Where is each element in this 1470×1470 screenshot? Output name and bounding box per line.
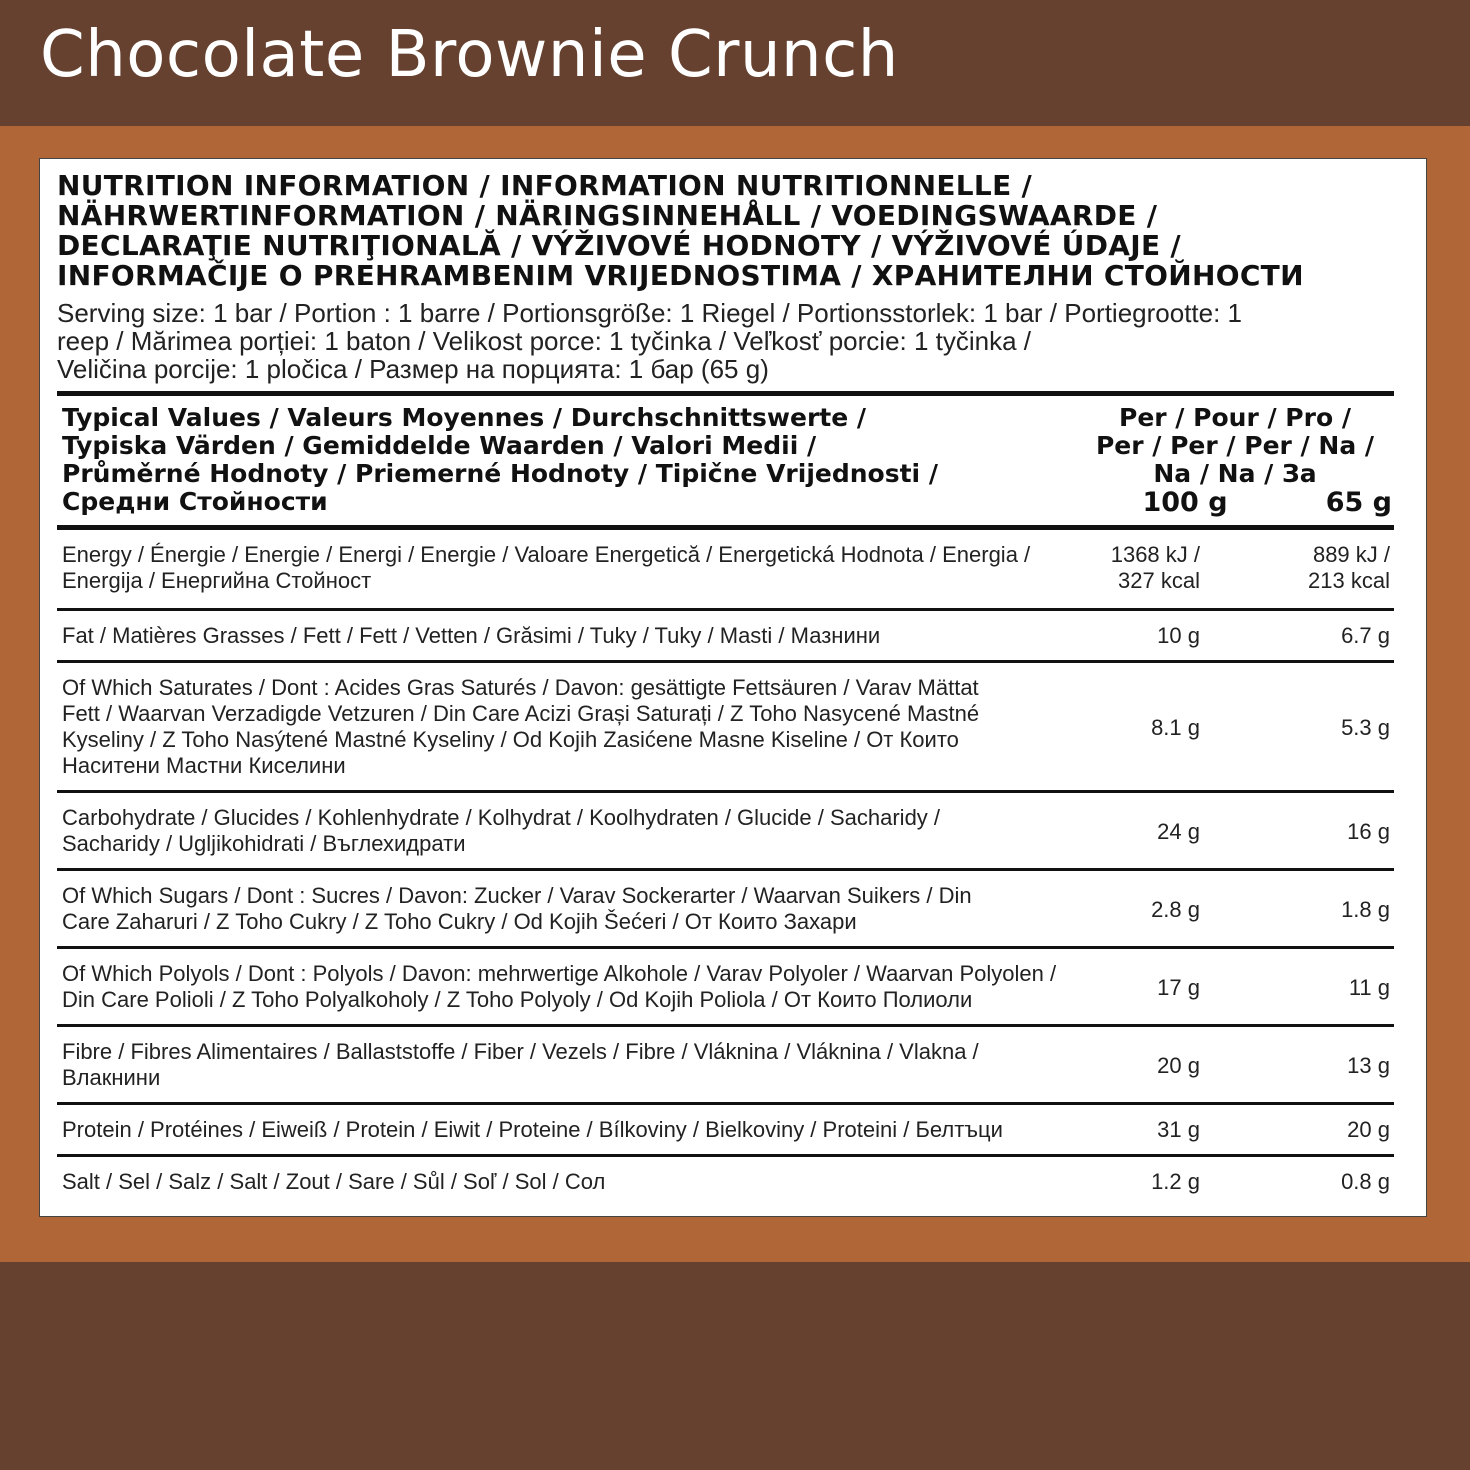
value-per-65g: [1190, 819, 1390, 845]
nutrient-name: [62, 1039, 1072, 1091]
value-per-65g: [1190, 542, 1390, 594]
nutrient-name: [62, 805, 1072, 857]
value-per-65g-line: 213 kcal: [1308, 568, 1390, 593]
table-row: [57, 663, 1394, 793]
value-per-100g: [1000, 542, 1200, 594]
table-row: [57, 1157, 1394, 1209]
nutrient-name-line: Of Which Polyols / Dont : Polyols / Davon: mehrwertige Alkohole / Varav Polyoler / Waarvan Polyolen /: [62, 961, 1057, 986]
value-per-65g-line: 20 g: [1347, 1117, 1390, 1142]
per-100g-header: 100 g: [1142, 487, 1228, 518]
product-title: Chocolate Brownie Crunch: [40, 18, 899, 92]
nutrient-name-line: Carbohydrate / Glucides / Kohlenhydrate / Kolhydrat / Koolhydraten / Glucide / Sacharidy /: [62, 805, 941, 830]
value-per-100g: [1000, 1117, 1200, 1143]
value-per-65g-line: 889 kJ /: [1312, 542, 1390, 567]
value-per-65g: [1190, 1117, 1390, 1143]
value-per-100g-line: 2.8 g: [1151, 897, 1200, 922]
table-row: [57, 530, 1394, 611]
nutrient-name-line: Of Which Saturates / Dont : Acides Gras Saturés / Davon: gesättigte Fettsäuren / Varav Mättat: [62, 675, 979, 700]
value-per-100g-line: 327 kcal: [1118, 568, 1200, 593]
heading-line: NÄHRWERTINFORMATION / NÄRINGSINNEHÅLL / VOEDINGSWAARDE /: [57, 199, 1158, 232]
value-per-65g-line: 6.7 g: [1341, 623, 1390, 648]
value-per-65g: [1190, 975, 1390, 1001]
nutrient-name-line: Kyseliny / Z Toho Nasýtené Mastné Kyseliny / Od Kojih Zasićene Masne Kiseline / От Които: [62, 727, 959, 752]
per-header-line: Per / Pour / Pro /: [1119, 403, 1351, 432]
typical-values-line: Средни Стойности: [62, 487, 328, 516]
serving-line: Serving size: 1 bar / Portion : 1 barre / Portionsgröße: 1 Riegel / Portionsstorlek: 1 bar / Portiegrootte: 1: [57, 298, 1243, 328]
nutrient-name: [62, 623, 1072, 649]
nutrient-name-line: Energy / Énergie / Energie / Energi / Energie / Valoare Energetică / Energetická Hodnota / Energia /: [62, 542, 1031, 567]
typical-values-line: Typical Values / Valeurs Moyennes / Durchschnittswerte /: [62, 403, 867, 432]
value-per-65g-line: 1.8 g: [1341, 897, 1390, 922]
table-row: [57, 611, 1394, 663]
value-per-100g: [1000, 975, 1200, 1001]
value-per-100g-line: 24 g: [1157, 819, 1200, 844]
nutrient-name: [62, 883, 1072, 935]
value-per-100g: [1000, 1053, 1200, 1079]
heading-line: INFORMAČIJE O PREHRAMBENIM VRIJEDNOSTIMA / ХРАНИТЕЛНИ СТОЙНОСТИ: [57, 259, 1304, 292]
value-per-65g-line: 13 g: [1347, 1053, 1390, 1078]
value-per-100g-line: 8.1 g: [1151, 715, 1200, 740]
value-per-100g: [1000, 623, 1200, 649]
nutrient-name-line: Of Which Sugars / Dont : Sucres / Davon: Zucker / Varav Sockerarter / Waarvan Suikers / Din: [62, 883, 972, 908]
nutrient-name-line: Наситени Мастни Киселини: [62, 753, 346, 778]
value-per-65g: [1190, 897, 1390, 923]
serving-size-text: [57, 299, 1387, 383]
table-row: [57, 949, 1394, 1027]
serving-line: reep / Mărimea porției: 1 baton / Velikost porce: 1 tyčinka / Veľkosť porcie: 1 tyčinka /: [57, 326, 1032, 356]
header-top-rule: [57, 391, 1394, 396]
typical-values-line: Typiska Värden / Gemiddelde Waarden / Valori Medii /: [62, 431, 817, 460]
value-per-65g: [1190, 1053, 1390, 1079]
per-header-line: Na / Na / За: [1153, 459, 1317, 488]
table-row: [57, 871, 1394, 949]
value-per-65g-line: 11 g: [1348, 975, 1390, 1000]
nutrient-name-line: Din Care Polioli / Z Toho Polyalkoholy / Z Toho Polyoly / Od Kojih Poliola / От Които Полиоли: [62, 987, 973, 1012]
nutrition-heading: [57, 171, 1417, 291]
nutrient-name-line: Fat / Matières Grasses / Fett / Fett / Vetten / Grăsimi / Tuky / Tuky / Masti / Мазнини: [62, 623, 881, 648]
value-per-65g: [1190, 1169, 1390, 1195]
value-per-100g-line: 20 g: [1157, 1053, 1200, 1078]
value-per-65g: [1190, 715, 1390, 741]
nutrient-name-line: Sacharidy / Ugljikohidrati / Въглехидрати: [62, 831, 466, 856]
serving-line: Veličina porcije: 1 pločica / Размер на порцията: 1 бар (65 g): [57, 354, 769, 384]
heading-line: DECLARAŢIE NUTRIŢIONALĂ / VÝŽIVOVÉ HODNOTY / VÝŽIVOVÉ ÚDAJE /: [57, 229, 1181, 262]
nutrition-panel: [39, 158, 1427, 1217]
table-row: [57, 1027, 1394, 1105]
nutrient-name-line: Care Zaharuri / Z Toho Cukry / Z Toho Cukry / Od Kojih Šećeri / От Които Захари: [62, 909, 857, 934]
nutrient-name-line: Fett / Waarvan Verzadigde Vetzuren / Din Care Acizi Grași Saturați / Z Toho Nasycené Mastné: [62, 701, 980, 726]
nutrient-name-line: Fibre / Fibres Alimentaires / Ballaststoffe / Fiber / Vezels / Fibre / Vláknina / Vláknina / Vlakna /: [62, 1039, 979, 1064]
value-per-100g-line: 10 g: [1157, 623, 1200, 648]
value-per-100g-line: 1368 kJ /: [1110, 542, 1200, 567]
value-per-100g: [1000, 1169, 1200, 1195]
nutrient-name-line: Protein / Protéines / Eiweiß / Protein / Eiwit / Proteine / Bílkoviny / Bielkoviny / Proteini / Белтъци: [62, 1117, 1003, 1142]
value-per-65g-line: 0.8 g: [1341, 1169, 1390, 1194]
per-header: [1070, 404, 1400, 488]
nutrient-name: [62, 675, 1072, 779]
value-per-100g: [1000, 715, 1200, 741]
typical-values-line: Průměrné Hodnoty / Priemerné Hodnoty / Tipične Vrijednosti /: [62, 459, 938, 488]
value-per-100g: [1000, 897, 1200, 923]
bottom-brown-band: [0, 1262, 1470, 1470]
nutrient-name: [62, 1117, 1072, 1143]
heading-line: NUTRITION INFORMATION / INFORMATION NUTRITIONNELLE /: [57, 169, 1033, 202]
nutrient-name: [62, 1169, 1072, 1195]
value-per-65g-line: 16 g: [1347, 819, 1390, 844]
value-per-100g-line: 17 g: [1157, 975, 1200, 1000]
table-row: [57, 793, 1394, 871]
table-row: [57, 1105, 1394, 1157]
per-65g-header: 65 g: [1325, 487, 1392, 518]
nutrient-name-line: Energija / Енергийна Стойност: [62, 568, 372, 593]
nutrient-name-line: Salt / Sel / Salz / Salt / Zout / Sare / Sůl / Soľ / Sol / Сол: [62, 1169, 606, 1194]
value-per-100g-line: 1.2 g: [1151, 1169, 1200, 1194]
per-header-line: Per / Per / Per / Na /: [1095, 431, 1375, 460]
value-per-100g-line: 31 g: [1157, 1117, 1200, 1142]
title-banner: [0, 0, 1470, 126]
value-per-65g: [1190, 623, 1390, 649]
typical-values-header: [62, 404, 1082, 516]
value-per-65g-line: 5.3 g: [1341, 715, 1390, 740]
nutrient-name: [62, 961, 1072, 1013]
value-per-100g: [1000, 819, 1200, 845]
nutrient-name: [62, 542, 1072, 594]
nutrient-name-line: Влакнини: [62, 1065, 161, 1090]
